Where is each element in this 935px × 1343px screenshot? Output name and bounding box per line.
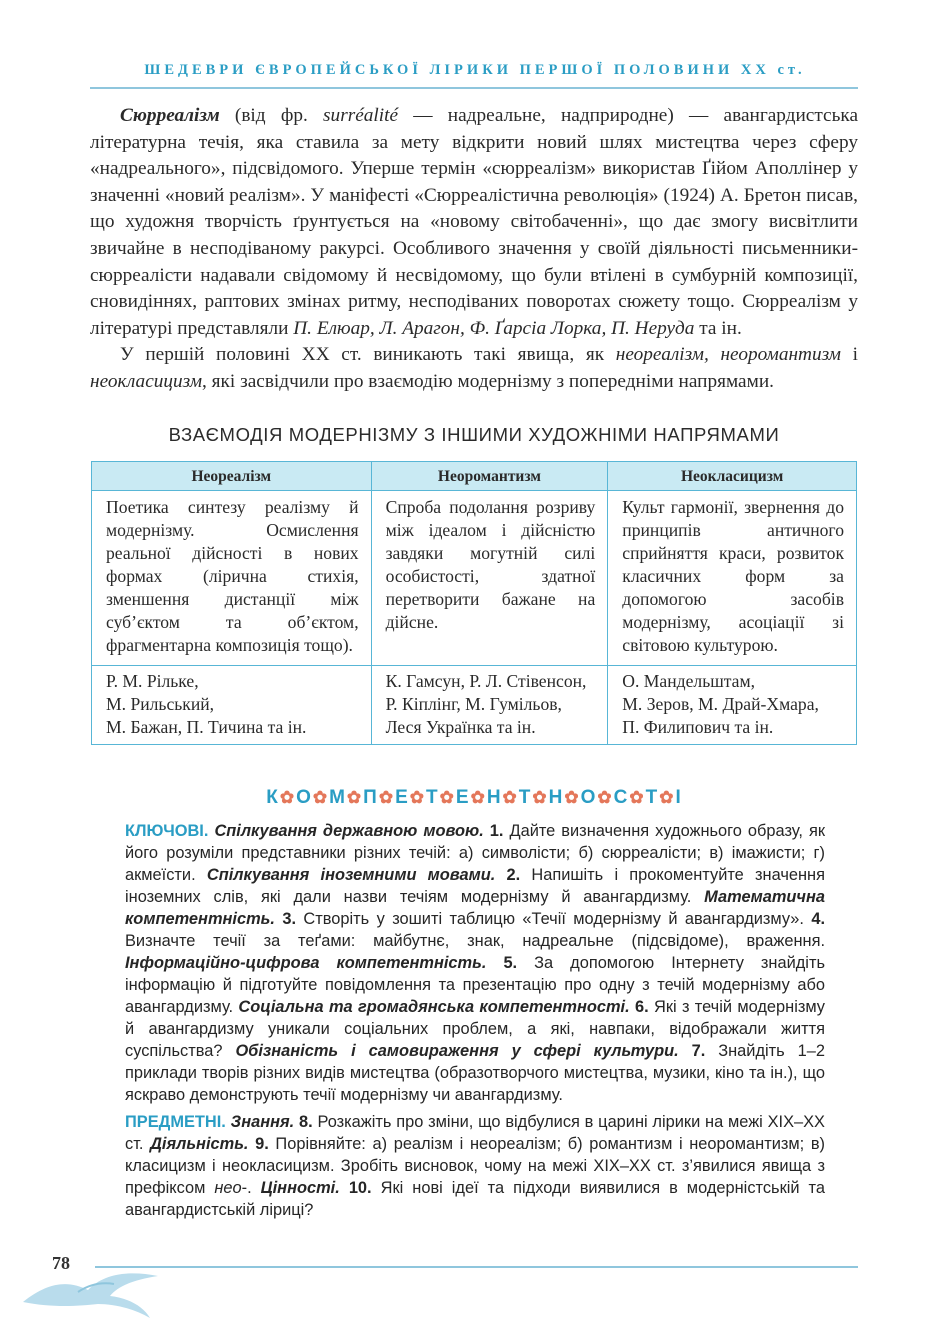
main-text <box>90 103 858 396</box>
column-header: Неореалізм <box>92 462 372 491</box>
subheading: Діяльність. <box>150 1135 249 1153</box>
table-cell: Спроба подолання розриву між ідеалом і дійсністю завдяки могутній силі особистості, здатної перетворити бажане на дійсне. <box>371 491 608 666</box>
task-number: 2. <box>506 866 521 884</box>
heading-letter: І <box>675 787 682 808</box>
column-header: Неоромантизм <box>371 462 608 491</box>
subject-competences <box>125 1111 825 1221</box>
comparison-table <box>91 461 857 745</box>
footer-rule <box>95 1266 858 1268</box>
ornament-icon: ✿ <box>564 788 580 807</box>
subheading: Соціальна та громадянська компетентності. <box>238 998 630 1016</box>
ornament-icon: ✿ <box>629 788 645 807</box>
heading-letter: Е <box>395 787 409 808</box>
ornament-icon: ✿ <box>409 788 426 807</box>
foreign-word: surréalité <box>323 105 399 126</box>
subheading: Спілкування державною мовою. <box>214 822 484 840</box>
task-number: 4. <box>811 910 825 928</box>
heading-letter: П <box>363 787 378 808</box>
text: та ін. <box>694 317 742 339</box>
ornament-icon: ✿ <box>346 788 363 807</box>
heading-letter: Т <box>645 787 659 808</box>
term: неореалізм, неоромантизм <box>615 344 841 366</box>
competence-heading <box>90 787 858 809</box>
ornament-icon: ✿ <box>470 788 486 807</box>
task-text: Визначте течії за теґами: майбутнє, знак, надреальне (підсвідоме), враження. <box>125 932 825 950</box>
heading-letter: О <box>296 787 312 808</box>
task-text: Розкажіть про зміни, що відбулися в царині лірики на межі XIX–XX ст. <box>125 1113 825 1153</box>
table-cell: Поетика синтезу реалізму й модернізму. Осмислення реальної дійсності в нових формах (лірична стихія, зменшення дистанції між суб’єктом та об’єктом, фрагментарна композиція тощо). <box>92 491 372 666</box>
ornament-icon: ✿ <box>502 788 518 807</box>
ornament-icon: ✿ <box>279 788 296 807</box>
task-text: Напишіть і прокоментуйте значення іноземних слів, які дали назви течіям модернізму й авангардизму. <box>125 866 825 906</box>
ornament-icon: ✿ <box>532 788 548 807</box>
task-number: 7. <box>691 1042 706 1060</box>
name-line: Р. Кіплінг, М. Гумільов, <box>385 694 562 714</box>
heading-letter: К <box>266 787 279 808</box>
heron-icon <box>18 1262 168 1322</box>
table-cell <box>608 666 857 745</box>
column-header: Неокласицизм <box>608 462 857 491</box>
table-row-description <box>92 491 857 666</box>
task-number: 6. <box>635 998 649 1016</box>
text: і <box>840 344 858 366</box>
task-text: Знайдіть 1–2 приклади творів різних видів мистецтва (образотворчого мистецтва, музики, кіно та ін.), що яскраво демонструють течії модернізму чи авангардизму. <box>125 1042 825 1104</box>
name-line: Р. М. Рільке, <box>106 671 199 691</box>
subheading: Спілкування іноземними мовами. <box>206 866 496 884</box>
term: неокласицизм <box>90 370 203 392</box>
header-rule <box>90 87 858 89</box>
name-line: П. Филипович та ін. <box>622 717 774 737</box>
name-line: Леся Українка та ін. <box>385 717 536 737</box>
ornament-icon: ✿ <box>439 788 455 807</box>
subheading: Обізнаність і самовираження у сфері культури. <box>235 1042 679 1060</box>
heading-letter: М <box>329 787 346 808</box>
task-text: Створіть у зошиті таблицю «Течії модернізму й авангардизму». <box>296 910 812 928</box>
text: (від фр. <box>219 105 324 126</box>
table-cell <box>371 666 608 745</box>
page-number: 78 <box>52 1253 70 1273</box>
key-competences <box>125 820 825 1106</box>
prefix: нео <box>214 1179 242 1197</box>
task-text: Які нові ідеї та підходи виявилися в модерністській та авангардистській ліриці? <box>125 1179 825 1219</box>
name-line: О. Мандельштам, <box>622 671 756 691</box>
task-number: 3. <box>282 910 297 928</box>
name-line: К. Гамсун, Р. Л. Стівенсон, <box>385 671 587 691</box>
running-header: ШЕДЕВРИ ЄВРОПЕЙСЬКОЇ ЛІРИКИ ПЕРШОЇ ПОЛОВИНИ XX ст. <box>144 62 806 78</box>
subheading: Математична компетентність. <box>125 888 825 928</box>
category-label: КЛЮЧОВІ. <box>125 822 209 840</box>
paragraph-neo <box>90 342 858 395</box>
ornament-icon: ✿ <box>597 788 613 807</box>
table-title: ВЗАЄМОДІЯ МОДЕРНІЗМУ З ІНШИМИ ХУДОЖНІМИ НАПРЯМАМИ <box>168 424 780 445</box>
paragraph-surrealism <box>90 103 858 342</box>
task-number: 9. <box>255 1135 269 1153</box>
heading-letter: Т <box>518 787 532 808</box>
heading-letter: О <box>580 787 597 808</box>
heading-letter: С <box>613 787 629 808</box>
text: У першій половині XX ст. виникають такі явища, як <box>120 344 616 366</box>
ornament-icon: ✿ <box>659 788 675 807</box>
subheading: Знання. <box>230 1113 295 1131</box>
tasks-block <box>125 820 825 1226</box>
heading-letter: Н <box>548 787 564 808</box>
task-text: Які з течій модернізму й авангардизму уникали соціальних проблем, а які, навпаки, відображали життя суспільства? <box>125 998 825 1060</box>
text: , які засвідчили про взаємодію модернізму з попередніми напрямами. <box>202 370 774 392</box>
subheading: Інформаційно-цифрова компетентність. <box>125 954 487 972</box>
heading-letter: Н <box>486 787 502 808</box>
name-line: М. Рильський, <box>106 694 215 714</box>
name-line: М. Зеров, М. Драй-Хмара, <box>622 694 819 714</box>
ornament-icon: ✿ <box>378 788 395 807</box>
text: — надреальне, надприродне) — авангардистська літературна течія, яка ставила за мету відкрити новий шлях мистецтва через сферу «надреального», підсвідомого. Уперше термін «сюрреалізм» використав Ґійом Аполлінер у значенні «новий реалізм». У маніфесті «Сюрреалістична революція» (1924) А. Бретон писав, що художня творчість ґрунтується на «новому світобаченні», що дає змогу висвітлити звичайне в несподіваному ракурсі. Особливого значення у своїй діяльності письменники-сюрреалісти надавали свідомому й несвідомому, що були втілені в сумбурній композиції, сновидіннях, раптових змінах ритму, несподіваних поворотах сюжету тощо. Сюрреалізм у літературі представляли <box>90 105 859 339</box>
heading-letter: Е <box>455 787 470 808</box>
name-line: М. Бажан, П. Тичина та ін. <box>106 717 307 737</box>
task-text: Дайте визначення художнього образу, як його розуміли представники різних течій: а) символісти; б) сюрреалісти; в) імажисти; г) акмеїсти. <box>125 822 825 884</box>
subheading: Цінності. <box>260 1179 340 1197</box>
task-text: За допомогою Інтернету знайдіть інформацію й підготуйте повідомлення та презентацію про одну з течій модернізму або авангардизму. <box>125 954 825 1016</box>
task-number: 1. <box>489 822 504 840</box>
task-number: 5. <box>503 954 518 972</box>
task-number: 8. <box>299 1113 313 1131</box>
task-text: -. <box>241 1179 261 1197</box>
heading-letter: Т <box>426 787 439 808</box>
task-number: 10. <box>348 1179 372 1197</box>
authors: П. Елюар, Л. Арагон, Ф. Ґарсіа Лорка, П. Неруда <box>293 317 695 339</box>
category-label: ПРЕДМЕТНІ. <box>125 1113 226 1131</box>
table-cell <box>92 666 372 745</box>
term-surrealism: Сюрреалізм <box>120 105 220 126</box>
table-header-row <box>92 462 857 491</box>
table-cell: Культ гармонії, звернення до принципів античного сприйняття краси, розвиток класичних форм за допомогою засобів модернізму, асоціації зі світовою культурою. <box>608 491 857 666</box>
table-row-names <box>92 666 857 745</box>
ornament-icon: ✿ <box>312 788 329 807</box>
task-text: Порівняйте: а) реалізм і неореалізм; б) романтизм і неоромантизм; в) класицизм і неокласицизм. Зробіть висновок, чому на межі XIX–XX ст. з’явилися явища з префіксом <box>125 1135 825 1197</box>
